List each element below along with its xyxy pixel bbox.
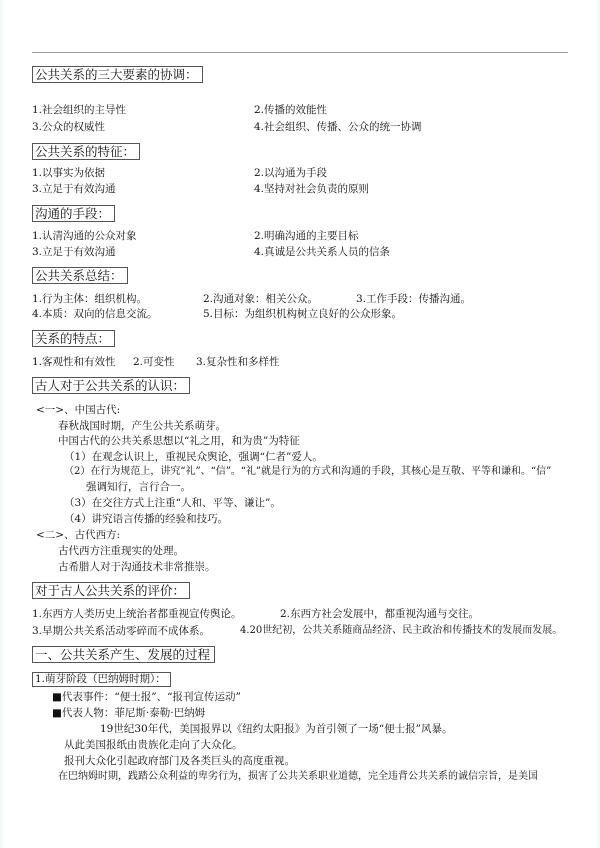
list-item: 4.20世纪初，公共关系随商品经济、民主政治和传播技术的发展而发展。 [240, 625, 563, 636]
paragraph-line: 在巴纳姆时期，践踏公众利益的卑劣行为，损害了公共关系职业道德，完全违背公共关系的诚信宗旨，是美国 [58, 771, 538, 782]
bullet-item: ■代表事件：“便士报”、“报刊宣传运动” [52, 691, 241, 703]
list-item: 1.客观性和有效性 [32, 356, 116, 368]
paragraph-line: 古代西方注重现实的处理。 [58, 545, 184, 557]
list-item: 2.传播的效能性 [254, 104, 328, 116]
list-item: 2.以沟通为手段 [254, 167, 328, 179]
section-title-features: 公共关系的特征： [32, 143, 140, 160]
bullet-item: ■代表人物：菲尼斯·泰勒·巴纳姆 [52, 707, 206, 719]
list-item: 3.复杂性和多样性 [196, 356, 280, 368]
section-title-means: 沟通的手段： [32, 205, 115, 222]
subsection-heading: <一>、中国古代: [36, 404, 121, 416]
list-item: 1.认清沟通的公众对象 [32, 230, 137, 242]
section-title-origin: 一、公共关系产生、发展的过程 [32, 646, 215, 663]
section-title-evaluation: 对于古人公共关系的评价： [32, 582, 190, 599]
section-title-summary: 公共关系总结： [32, 267, 128, 284]
subsection-heading: <二>、古代西方: [36, 529, 121, 541]
list-item: 1.东西方人类历史上统治者都重视宣传舆论。 [32, 608, 242, 620]
list-item: 2.明确沟通的主要目标 [254, 230, 359, 242]
list-item: 1.行为主体：组织机构。 [32, 293, 148, 305]
stage-label: 1.萌芽阶段（巴纳姆时期）： [32, 672, 171, 687]
header-rule [32, 52, 568, 53]
paragraph-line: 强调知行，言行合一。 [86, 481, 191, 493]
list-item: 3.公众的权威性 [32, 121, 106, 133]
section-title-ancients: 古人对于公共关系的认识： [32, 377, 190, 394]
list-item: 2.可变性 [133, 356, 175, 368]
paragraph-line: 19世纪30年代，美国报界以《纽约太阳报》为首引领了一场“便士报”风暴。 [100, 723, 453, 735]
list-item: 5.目标：为组织机构树立良好的公众形象。 [203, 308, 403, 320]
list-item: 1.以事实为依据 [32, 167, 106, 179]
list-item: 4.真诚是公共关系人员的信条 [254, 246, 391, 258]
paragraph-line: 中国古代的公共关系思想以“礼之用，和为贵”为特征 [58, 435, 300, 447]
paragraph-line: （4）讲究语言传播的经验和技巧。 [64, 513, 229, 525]
paragraph-line: （2）在行为规范上，讲究“礼”、“信”。“礼”就是行为的方式和沟通的手段，其核心是互敬、平等和谦和。“信” [64, 466, 552, 477]
paragraph-line: 从此美国报纸由贵族化走向了大众化。 [64, 739, 243, 751]
paragraph-line: 古希腊人对于沟通技术非常推崇。 [58, 561, 216, 573]
section-title-three-elements: 公共关系的三大要素的协调： [32, 66, 203, 83]
paragraph-line: （3）在交往方式上注重“人和、平等、谦让”。 [64, 497, 281, 509]
list-item: 2.沟通对象：相关公众。 [203, 293, 319, 305]
list-item: 3.工作手段：传播沟通。 [356, 293, 472, 305]
list-item: 1.社会组织的主导性 [32, 104, 127, 116]
list-item: 4.社会组织、传播、公众的统一协调 [254, 121, 422, 133]
section-title-characteristics: 关系的特点： [32, 330, 115, 347]
paragraph-line: 报刊大众化引起政府部门及各类巨头的高度重视。 [64, 755, 295, 767]
list-item: 4.本质：双向的信息交流。 [32, 308, 158, 320]
list-item: 4.坚持对社会负责的原则 [254, 183, 370, 195]
paragraph-line: （1）在观念认识上，重视民众舆论，强调“仁者”爱人。 [64, 451, 323, 463]
list-item: 3.立足于有效沟通 [32, 183, 116, 195]
list-item: 3.立足于有效沟通 [32, 246, 116, 258]
paragraph-line: 春秋战国时期，产生公共关系萌芽。 [58, 420, 226, 432]
list-item: 2.东西方社会发展中，都重视沟通与交往。 [280, 608, 480, 620]
list-item: 3.早期公共关系活动零碎而不成体系。 [32, 625, 211, 637]
